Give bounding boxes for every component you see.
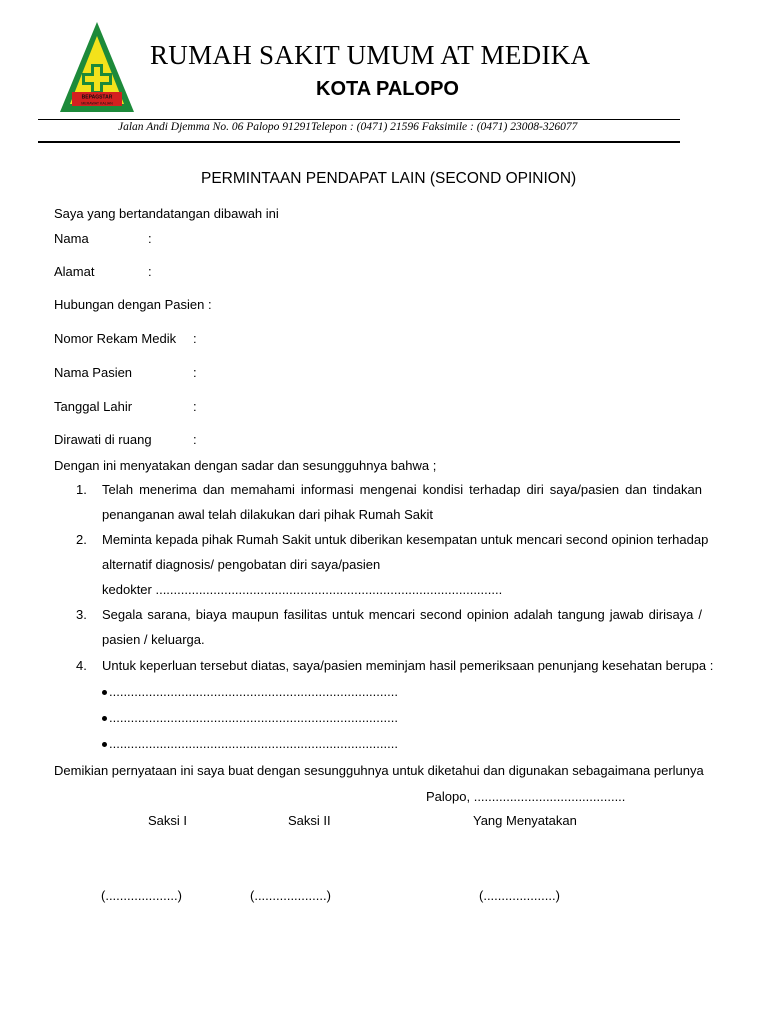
- item-2-line-1: Meminta kepada pihak Rumah Sakit untuk diberikan kesempatan untuk mencari second opinion terhadap: [102, 532, 709, 547]
- field-sep-tanggal-lahir: :: [193, 399, 197, 414]
- city-name: KOTA PALOPO: [316, 78, 459, 100]
- signature-blank-witness-1: (....................): [101, 888, 182, 903]
- hospital-logo: [58, 20, 136, 116]
- bullet-icon: [102, 690, 107, 695]
- header-rule-thin: [38, 119, 680, 120]
- intro-text: Saya yang bertandatangan dibawah ini: [54, 206, 279, 221]
- bullet-blank-1: ................................................................................: [109, 684, 398, 699]
- signature-label-witness-2: Saksi II: [288, 813, 331, 828]
- item-3-line-2: pasien / keluarga.: [102, 632, 205, 647]
- item-1-line-1: Telah menerima dan memahami informasi mengenai kondisi terhadap diri saya/pasien dan tindakan: [102, 482, 702, 497]
- field-sep-nama-pasien: :: [193, 365, 197, 380]
- statement-text: Dengan ini menyatakan dengan sadar dan sesungguhnya bahwa ;: [54, 458, 437, 473]
- closing-text: Demikian pernyataan ini saya buat dengan sesungguhnya untuk diketahui dan digunakan sebagaimana perlunya: [54, 763, 704, 778]
- logo-cross-inner-h: [85, 76, 109, 82]
- document-title: PERMINTAAN PENDAPAT LAIN (SECOND OPINION): [201, 170, 577, 187]
- field-sep-rekam-medik: :: [193, 331, 197, 346]
- bullet-icon: [102, 716, 107, 721]
- logo-banner-line1: BEPAGSTAR: [81, 94, 113, 101]
- field-sep-dirawat: :: [193, 432, 197, 447]
- item-number-3: 3.: [76, 607, 87, 622]
- item-3-line-1: Segala sarana, biaya maupun fasilitas untuk mencari second opinion adalah tangung jawab dirisaya /: [102, 607, 702, 622]
- field-label-rekam-medik: Nomor Rekam Medik: [54, 331, 177, 346]
- item-number-1: 1.: [76, 482, 87, 497]
- field-label-tanggal-lahir: Tanggal Lahir: [54, 399, 133, 414]
- signature-label-witness-1: Saksi I: [148, 813, 188, 828]
- item-number-2: 2.: [76, 532, 87, 547]
- header-rule-thick: [38, 141, 680, 143]
- field-label-nama-pasien: Nama Pasien: [54, 365, 133, 380]
- hospital-name: RUMAH SAKIT UMUM AT MEDIKA: [150, 40, 591, 70]
- field-label-nama: Nama: [54, 231, 89, 246]
- bullet-blank-3: ................................................................................: [109, 736, 398, 751]
- item-1-line-2: penanganan awal telah dilakukan dari pihak Rumah Sakit: [102, 507, 433, 522]
- item-2-line-3: kedokter ................................................................................................: [102, 582, 503, 597]
- item-4-line-1: Untuk keperluan tersebut diatas, saya/pasien meminjam hasil pemeriksaan penunjang kesehatan berupa :: [102, 658, 714, 673]
- bullet-icon: [102, 742, 107, 747]
- item-number-4: 4.: [76, 658, 87, 673]
- signature-blank-declarant: (....................): [479, 888, 560, 903]
- field-sep-nama: :: [148, 231, 152, 246]
- field-sep-alamat: :: [148, 264, 152, 279]
- signature-blank-witness-2: (....................): [250, 888, 331, 903]
- logo-banner-line2: MERAWAT KALIAN: [81, 101, 113, 106]
- item-2-line-2: alternatif diagnosis/ pengobatan diri saya/pasien: [102, 557, 381, 572]
- field-label-alamat: Alamat: [54, 264, 95, 279]
- place-date: Palopo, ..........................................: [426, 789, 626, 804]
- hospital-address: Jalan Andi Djemma No. 06 Palopo 91291Telepon : (0471) 21596 Faksimile : (0471) 23008-326077: [118, 121, 578, 133]
- field-label-hubungan: Hubungan dengan Pasien :: [54, 297, 212, 312]
- bullet-blank-2: ................................................................................: [109, 710, 398, 725]
- signature-label-declarant: Yang Menyatakan: [473, 813, 577, 828]
- field-label-dirawat: Dirawati di ruang: [54, 432, 152, 447]
